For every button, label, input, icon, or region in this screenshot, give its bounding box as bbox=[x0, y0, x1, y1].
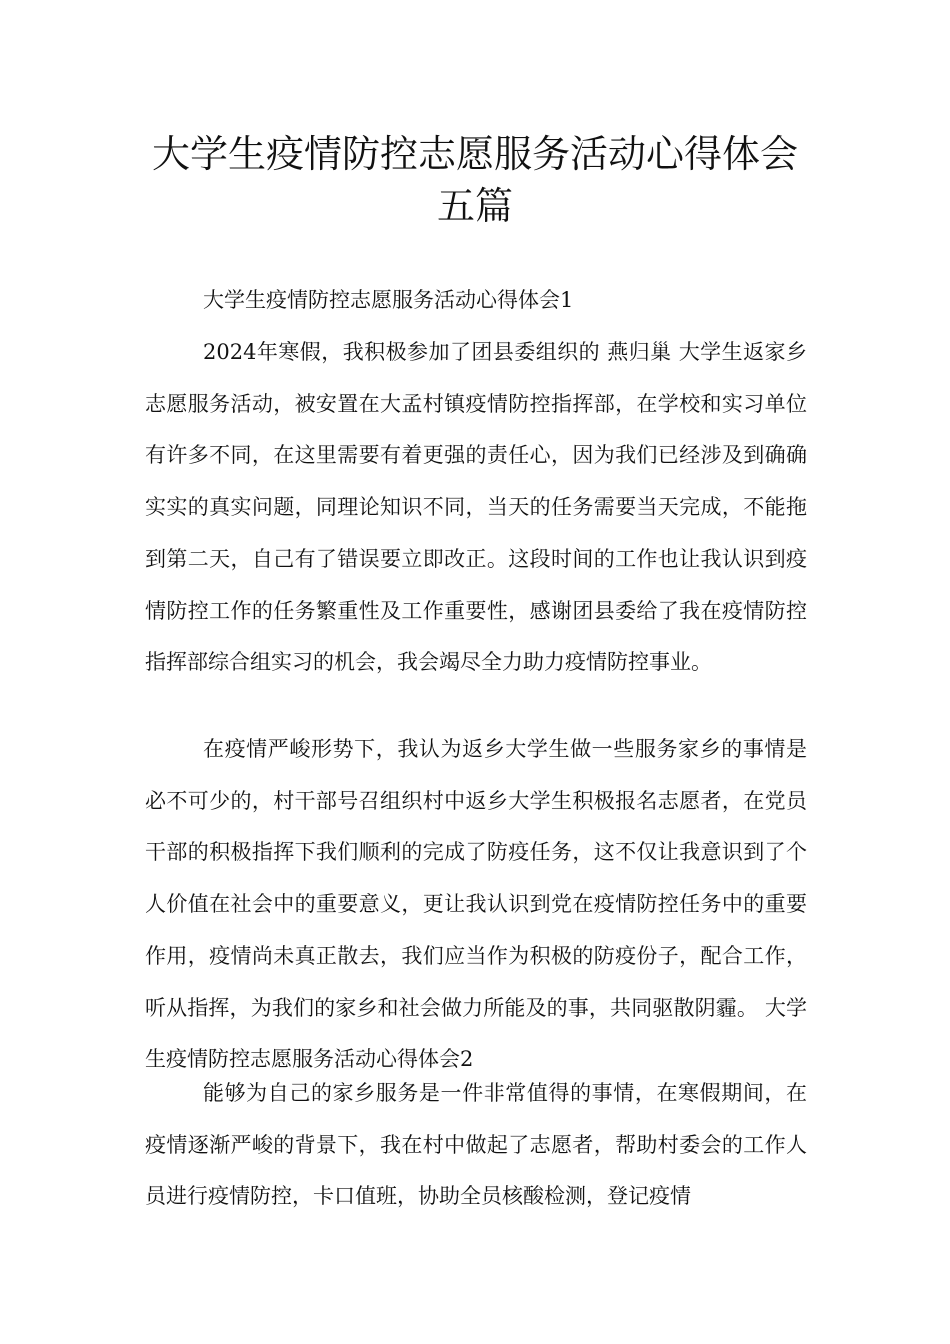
body-paragraph-2: 在疫情严峻形势下，我认为返乡大学生做一些服务家乡的事情是必不可少的，村干部号召组织村中返乡大学生积极报名志愿者，在党员干部的积极指挥下我们顺利的完成了防疫任务，这不仅让我意识到了个人价值在社会中的重要意义，更让我认识到党在疫情防控任务中的重要作用，疫情尚未真正散去，我们应当作为积极的防疫份子，配合工作，听从指挥，为我们的家乡和社会做力所能及的事，共同驱散阴霾。 大学生疫情防控志愿服务活动心得体会2 bbox=[145, 737, 807, 1072]
body-paragraph-3: 能够为自己的家乡服务是一件非常值得的事情，在寒假期间，在疫情逐渐严峻的背景下，我在村中做起了志愿者，帮助村委会的工作人员进行疫情防控，卡口值班，协助全员核酸检测，登记疫情 bbox=[145, 1081, 807, 1209]
title-line-1: 大学生疫情防控志愿服务活动心得体会 bbox=[151, 132, 798, 176]
section-heading-1: 大学生疫情防控志愿服务活动心得体会1 bbox=[203, 288, 574, 312]
title-line-2: 五篇 bbox=[436, 184, 513, 228]
document-title bbox=[100, 128, 850, 232]
body-paragraph-1: 2024年寒假，我积极参加了团县委组织的 燕归巢 大学生返家乡志愿服务活动，被安置在大孟村镇疫情防控指挥部，在学校和实习单位有许多不同，在这里需要有着更强的责任心，因为我们已经涉及到确确实实的真实问题，同理论知识不同，当天的任务需要当天完成，不能拖到第二天，自己有了错误要立即改正。这段时间的工作也让我认识到疫情防控工作的任务繁重性及工作重要性，感谢团县委给了我在疫情防控指挥部综合组实习的机会，我会竭尽全力助力疫情防控事业。 bbox=[145, 340, 807, 675]
